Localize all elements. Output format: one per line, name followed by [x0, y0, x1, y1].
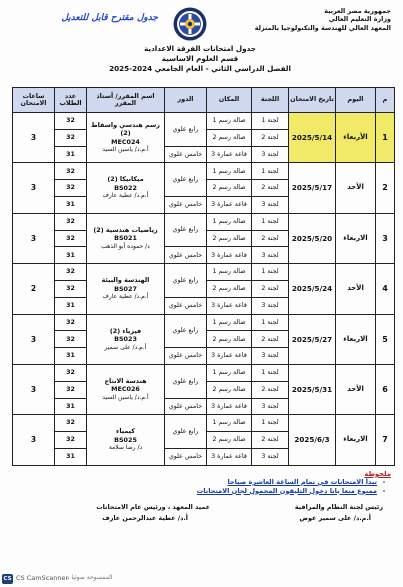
- title-line: قسم العلوم الاساسية: [161, 53, 239, 63]
- table-row: [13, 314, 395, 331]
- signature-dean: [60, 502, 210, 524]
- student-count: 32: [55, 331, 87, 348]
- exam-date: 2025/5/20: [289, 213, 336, 263]
- student-count: 32: [55, 129, 87, 146]
- course-name: رسم هندسي واسقاط (2): [91, 120, 160, 138]
- row-number: 6: [376, 364, 395, 414]
- course-name: ميكانيكا (2): [107, 175, 144, 184]
- camscanner-logo-icon: CS: [3, 576, 12, 582]
- signature-title: عميد المعهد ، ورئيس عام الامتحانات: [96, 503, 210, 511]
- note-text: ممنوع منعا باتا دخول التليفون المحمول لجان الامتحانات: [196, 486, 377, 495]
- committee-cell: لجنة 1: [252, 163, 289, 180]
- student-count: 32: [55, 432, 87, 449]
- exam-date: 2025/5/31: [289, 364, 336, 414]
- course-name: هندسة الانتاج: [104, 376, 147, 385]
- row-number: 5: [376, 314, 395, 364]
- notes-title: ملحوظة: [364, 470, 391, 478]
- exam-date: 2025/6/3: [289, 415, 336, 466]
- round-cell: رابع علوي: [165, 163, 207, 197]
- exam-hours: 3: [13, 113, 55, 163]
- row-number: 1: [376, 113, 395, 163]
- place-cell: قاعة عمارة 3: [207, 247, 252, 264]
- place-cell: صالة رسم 1: [207, 163, 252, 180]
- round-cell: رابع علوي: [165, 415, 207, 449]
- round-cell: رابع علوي: [165, 213, 207, 247]
- round-cell: رابع علوي: [165, 364, 207, 398]
- place-cell: صالة رسم 1: [207, 113, 252, 130]
- signature-title: رئيس لجنة النظام والمراقبة: [294, 503, 383, 511]
- round-cell: خامس علوي: [165, 448, 207, 465]
- round-cell: رابع علوي: [165, 314, 207, 348]
- proposal-label: جدول مقترح قابل للتعديل: [61, 13, 158, 23]
- exam-hours: 3: [13, 314, 55, 364]
- table-header-row: [13, 88, 395, 113]
- course-professor: أ.م.د/ ياسين السيد: [102, 393, 149, 401]
- signature-control-head: [233, 502, 383, 524]
- committee-cell: لجنة 1: [252, 314, 289, 331]
- committee-cell: لجنة 3: [252, 448, 289, 465]
- course-code: MEC026: [111, 385, 140, 394]
- committee-cell: لجنة 2: [252, 129, 289, 146]
- student-count: 32: [55, 230, 87, 247]
- place-cell: صالة رسم 1: [207, 213, 252, 230]
- course-cell: [87, 364, 165, 414]
- round-cell: خامس علوي: [165, 247, 207, 264]
- course-professor: أ.م.د/ عطية عارف: [102, 192, 149, 200]
- place-cell: صالة رسم 1: [207, 264, 252, 281]
- round-cell: خامس علوي: [165, 348, 207, 365]
- student-count: 32: [55, 180, 87, 197]
- place-cell: قاعة عمارة 3: [207, 348, 252, 365]
- place-cell: صالة رسم 2: [207, 230, 252, 247]
- student-count: 31: [55, 297, 87, 314]
- committee-cell: لجنة 3: [252, 196, 289, 213]
- course-cell: [87, 113, 165, 163]
- exam-day: الأحد: [336, 264, 376, 314]
- table-row: [13, 213, 395, 230]
- course-cell: [87, 163, 165, 213]
- exam-hours: 3: [13, 163, 55, 213]
- exam-hours: 2: [13, 264, 55, 314]
- course-code: BS022: [114, 183, 137, 192]
- student-count: 32: [55, 213, 87, 230]
- course-name: الهندسة والبيئة: [101, 276, 150, 285]
- table-row: [13, 364, 395, 381]
- place-cell: قاعة عمارة 3: [207, 196, 252, 213]
- place-cell: صالة رسم 2: [207, 129, 252, 146]
- exam-day: الاربعاء: [336, 213, 376, 263]
- institution-line: وزارة التعليم العالي: [328, 15, 391, 24]
- student-count: 32: [55, 415, 87, 432]
- course-professor: أ.م.د/ ياسين السيد: [102, 146, 149, 154]
- table-row: [13, 415, 395, 432]
- place-cell: صالة رسم 2: [207, 180, 252, 197]
- exam-day: الاربعاء: [336, 314, 376, 364]
- round-cell: خامس علوي: [165, 146, 207, 163]
- institution-line: المعهد العالي للهندسة والتكنولوجيا بالمنزلة: [254, 23, 391, 32]
- round-cell: خامس علوي: [165, 196, 207, 213]
- header-round: الدور: [165, 88, 207, 113]
- place-cell: قاعة عمارة 3: [207, 448, 252, 465]
- place-cell: صالة رسم 2: [207, 432, 252, 449]
- note-item: -ممنوع منعا باتا دخول التليفون المحمول لجان الامتحانات: [196, 486, 386, 495]
- exam-date: 2025/5/17: [289, 163, 336, 213]
- title-line: الفصل الدراسي الثاني - العام الجامعي 2024-2025: [109, 63, 291, 73]
- institute-logo-icon: [171, 6, 209, 42]
- committee-cell: لجنة 1: [252, 415, 289, 432]
- header-course: اسم المقرر/ أستاذ المقرر: [87, 88, 165, 113]
- course-code: BS025: [114, 435, 137, 444]
- exam-date: 2025/5/27: [289, 314, 336, 364]
- committee-cell: لجنة 1: [252, 264, 289, 281]
- committee-cell: لجنة 1: [252, 364, 289, 381]
- committee-cell: لجنة 3: [252, 398, 289, 415]
- camscanner-arabic: الممسوحة ضوئيا بـ: [66, 574, 113, 581]
- committee-cell: لجنة 3: [252, 297, 289, 314]
- row-number: 3: [376, 213, 395, 263]
- student-count: 32: [55, 280, 87, 297]
- header-date: تاريخ الامتحان: [289, 88, 336, 113]
- table-row: [13, 163, 395, 180]
- header-hours: ساعات الامتحان: [13, 88, 55, 113]
- exam-hours: 3: [13, 415, 55, 466]
- row-number: 4: [376, 264, 395, 314]
- student-count: 31: [55, 398, 87, 415]
- student-count: 32: [55, 264, 87, 281]
- committee-cell: لجنة 2: [252, 280, 289, 297]
- table-row: [13, 264, 395, 281]
- round-cell: خامس علوي: [165, 398, 207, 415]
- note-text: تبدأ الامتحانات في تمام الساعة العاشرة صباحا: [227, 478, 377, 486]
- course-cell: [87, 415, 165, 466]
- exam-hours: 3: [13, 213, 55, 263]
- camscanner-brand: CS CamScanner: [16, 574, 69, 582]
- row-number: 2: [376, 163, 395, 213]
- student-count: 31: [55, 146, 87, 163]
- header-place: المكان: [207, 88, 252, 113]
- course-name: كيمياء: [116, 427, 135, 436]
- exam-hours: 3: [13, 364, 55, 414]
- student-count: 32: [55, 314, 87, 331]
- committee-cell: لجنة 3: [252, 247, 289, 264]
- committee-cell: لجنة 1: [252, 113, 289, 130]
- course-cell: [87, 213, 165, 263]
- place-cell: صالة رسم 2: [207, 331, 252, 348]
- place-cell: صالة رسم 2: [207, 280, 252, 297]
- schedule-titles: [90, 44, 310, 73]
- header-committee: اللجنة: [252, 88, 289, 113]
- course-code: BS023: [114, 335, 137, 343]
- exam-day: الاربعاء: [336, 415, 376, 466]
- student-count: 31: [55, 196, 87, 213]
- signature-name: أ.م.د/ على سمير عوض: [299, 514, 371, 522]
- table-row: [13, 113, 395, 130]
- committee-cell: لجنة 2: [252, 331, 289, 348]
- exam-day: الأحد: [336, 163, 376, 213]
- committee-cell: لجنة 1: [252, 213, 289, 230]
- committee-cell: لجنة 2: [252, 432, 289, 449]
- signature-name: أ.د/ عطية عبدالرحمن عارف: [102, 514, 188, 522]
- student-count: 32: [55, 163, 87, 180]
- student-count: 31: [55, 348, 87, 365]
- course-cell: [87, 314, 165, 364]
- course-cell: [87, 264, 165, 314]
- exam-day: الأحد: [336, 364, 376, 414]
- course-code: MEC024: [111, 137, 140, 146]
- course-code: BS027: [114, 284, 137, 293]
- place-cell: صالة رسم 2: [207, 381, 252, 398]
- header-num: م: [376, 88, 395, 113]
- header-count: عدد الطلاب: [55, 88, 87, 113]
- committee-cell: لجنة 2: [252, 381, 289, 398]
- committee-cell: لجنة 2: [252, 180, 289, 197]
- notes-section: [91, 470, 391, 495]
- course-professor: أ.م.د/ على سمير: [104, 343, 147, 351]
- course-name: فيزياء (2): [109, 326, 142, 335]
- title-line: جدول امتحانات الفرقة الاعدادية: [144, 44, 256, 53]
- place-cell: قاعة عمارة 3: [207, 146, 252, 163]
- committee-cell: لجنة 3: [252, 146, 289, 163]
- student-count: 32: [55, 381, 87, 398]
- round-cell: خامس علوي: [165, 297, 207, 314]
- course-professor: أ.م.د/ عطية عارف: [102, 293, 149, 301]
- exam-date: 2025/5/14: [289, 113, 336, 163]
- student-count: 31: [55, 448, 87, 465]
- exam-day: الأربعاء: [336, 113, 376, 163]
- note-item: -تبدأ الامتحانات في تمام الساعة العاشرة صباحا: [227, 478, 386, 486]
- committee-cell: لجنة 3: [252, 348, 289, 365]
- institution-line: جمهورية مصر العربية: [324, 7, 391, 15]
- course-name: رياضيات هندسية (2): [93, 225, 158, 234]
- institution-header: [241, 7, 391, 32]
- round-cell: رابع علوي: [165, 113, 207, 147]
- header-day: اليوم: [336, 88, 376, 113]
- student-count: 32: [55, 113, 87, 130]
- committee-cell: لجنة 2: [252, 230, 289, 247]
- place-cell: قاعة عمارة 3: [207, 297, 252, 314]
- course-professor: د/ رضا سلامة: [108, 444, 143, 452]
- place-cell: صالة رسم 1: [207, 364, 252, 381]
- place-cell: صالة رسم 1: [207, 415, 252, 432]
- round-cell: رابع علوي: [165, 264, 207, 298]
- student-count: 31: [55, 247, 87, 264]
- course-professor: د/ حموده أبو الذهب: [101, 242, 150, 250]
- exam-date: 2025/5/24: [289, 264, 336, 314]
- student-count: 32: [55, 364, 87, 381]
- row-number: 7: [376, 415, 395, 466]
- course-code: BS021: [114, 234, 137, 243]
- place-cell: قاعة عمارة 3: [207, 398, 252, 415]
- place-cell: صالة رسم 1: [207, 314, 252, 331]
- exam-schedule-table: [12, 87, 395, 466]
- camscanner-watermark: [2, 573, 152, 585]
